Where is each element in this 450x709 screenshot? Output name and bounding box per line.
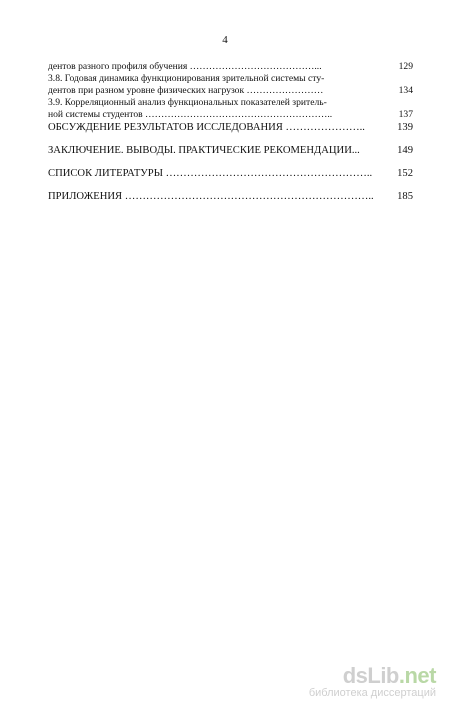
toc-entry-title: ЗАКЛЮЧЕНИЕ. ВЫВОДЫ. ПРАКТИЧЕСКИЕ РЕКОМЕНДАЦИИ... — [48, 145, 360, 156]
toc-entry-3-8 — [48, 73, 413, 97]
toc-entry-title: ной системы студентов ………………………………………………….. — [48, 109, 333, 120]
watermark-logo-accent: .net — [398, 663, 436, 688]
toc-entry-title: дентов разного профиля обучения …………………………………... — [48, 61, 322, 72]
toc-entry-3-9 — [48, 97, 413, 121]
toc-line — [48, 61, 413, 73]
toc-entry-title: ПРИЛОЖЕНИЯ …………………………………………………………….. — [48, 191, 374, 202]
toc-entry-continued — [48, 61, 413, 73]
toc-entry-discussion — [48, 121, 413, 135]
toc-entry-page: 139 — [397, 122, 413, 133]
toc-entry-references — [48, 167, 413, 181]
toc-entry-page: 149 — [397, 145, 413, 156]
table-of-contents — [48, 61, 413, 204]
toc-entry-title: ОБСУЖДЕНИЕ РЕЗУЛЬТАТОВ ИССЛЕДОВАНИЯ ………………….. — [48, 122, 365, 133]
toc-entry-page: 137 — [398, 109, 413, 120]
toc-line: 3.9. Корреляционный анализ функциональных показателей зритель- — [48, 97, 327, 108]
toc-entry-page: 152 — [397, 168, 413, 179]
toc-entry-conclusion — [48, 144, 413, 158]
toc-entry-appendices — [48, 190, 413, 204]
toc-line — [48, 121, 413, 135]
toc-line — [48, 85, 413, 97]
toc-entry-title: СПИСОК ЛИТЕРАТУРЫ ………………………………………………….. — [48, 168, 373, 179]
toc-line: 3.8. Годовая динамика функционирования зрительной системы сту- — [48, 73, 325, 84]
toc-line — [48, 167, 413, 181]
toc-line — [48, 190, 413, 204]
watermark-logo — [309, 665, 436, 687]
watermark-subtitle: библиотека диссертаций — [308, 687, 436, 699]
page-number: 4 — [222, 34, 228, 46]
toc-line — [48, 109, 413, 121]
watermark — [309, 665, 436, 699]
watermark-logo-main: dsLib — [342, 663, 399, 688]
toc-entry-page: 134 — [398, 85, 413, 96]
toc-entry-page: 185 — [397, 191, 413, 202]
toc-line — [48, 144, 413, 158]
toc-entry-page: 129 — [398, 61, 413, 72]
toc-entry-title: дентов при разном уровне физических нагрузок …………………… — [48, 85, 324, 96]
